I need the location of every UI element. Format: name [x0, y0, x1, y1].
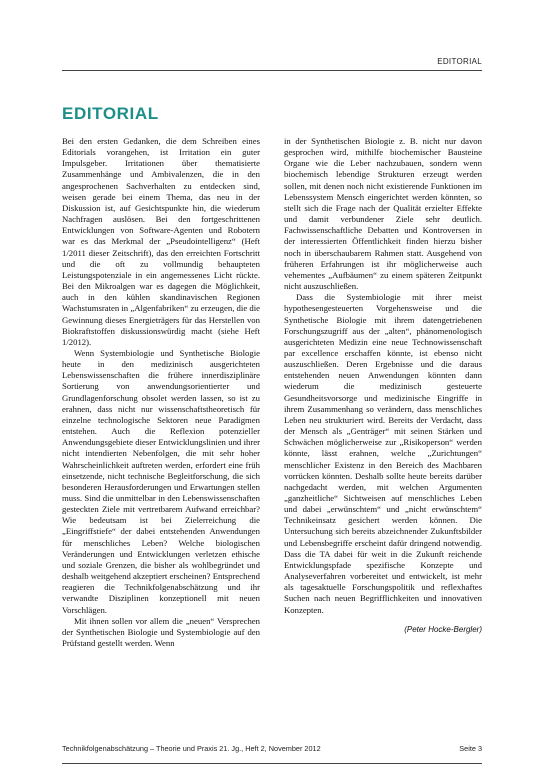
running-header: EDITORIAL	[437, 57, 482, 66]
paragraph: Wenn Systembiologie und Synthetische Biologie heute in den medizinisch ausgerichteten Lebenswissenschaften die frühere innerdisziplinäre Sortierung von anwendungsorientierter und Grundlagenforschung obsolet werden lassen, so ist zu erahnen, dass nicht nur wissenschaftstheoretisch für einzelne technologische Sektoren neue Paradigmen entstehen. Auch die Reflexion potenzieller Anwendungsgebiete dieser Entwicklungslinien und ihrer nicht intendierten Nebenfolgen, die mit sehr hoher Wahrscheinlichkeit auftreten werden, erfordert eine früh einsetzende, nicht technische Begleitforschung, die sich besonderen Herausforderungen und Erwartungen stellen muss. Sind die unmittelbar in den Lebenswissenschaften gesteckten Ziele mit vertretbarem Aufwand erreichbar? Wie bedeutsam ist bei Zielerreichung die „Eingriffstiefe“ der dabei entstehenden Anwendungen für menschliches Leben? Welche biologischen Veränderungen und Entwicklungen verletzen ethische und soziale Grenzen, die bisher als wohlbegründet und deshalb weitgehend akzeptiert erscheinen? Entsprechend reagieren die Technikfolgenabschätzung und ihr verwandte Disziplinen konzeptionell mit neuen Vorschlägen.	[62, 347, 260, 615]
footer-citation: Technikfolgenabschätzung – Theorie und Praxis 21. Jg., Heft 2, November 2012	[62, 744, 321, 753]
right-column	[284, 136, 482, 635]
article-title: EDITORIAL	[62, 104, 159, 123]
left-column	[62, 136, 260, 649]
paragraph: Bei den ersten Gedanken, die dem Schreiben eines Editorials vorangehen, ist Irritation ein guter Impulsgeber. Irritationen über thematisierte Zusammenhänge und Ambivalenzen, die in den angesprochenen Sachverhalten zu entdecken sind, weisen gerade bei einem Thema, das neu in der Diskussion ist, auf Gesichtspunkte hin, die wiederum Nachfragen auslösen. Bei den fortgeschrittenen Entwicklungen von Software-Agenten und Robotern war es das Merkmal der „Pseudointelligenz“ (Heft 1/2011 dieser Zeitschrift), das den erreichten Fortschritt und die oft zu vollmundig behaupteten Leistungspotenziale in ein angemessenes Licht rückte. Bei den Mikroalgen war es dagegen die Möglichkeit, auch in den kühlen skandinavischen Regionen Wachstumsraten in „Algenfabriken“ zu erzeugen, die die Gewinnung dieses Energieträgers für das Herstellen von Biokraftstoffen diskussionswürdig macht (siehe Heft 1/2012).	[62, 136, 260, 347]
author-signature: (Peter Hocke-Bergler)	[404, 624, 482, 634]
footer-rule	[62, 763, 482, 764]
page-number: Seite 3	[459, 744, 482, 753]
paragraph: Dass die Systembiologie mit ihrer meist hypothesengesteuerten Vorgehensweise und die Synthetische Biologie mit ihrem datengetriebenen Forschungszugriff aus der „alten“, phänomenologisch ausgerichteten Medizin eine neue Technowissenschaft par excellence erschaffen könnte, ist ebenso nicht auszuschließen. Deren Ergebnisse und die daraus entstehenden neuen Anwendungen könnten dann wiederum die medizinisch gesteuerte Gesundheitsvorsorge und medizinische Eingriffe in ihrem Zusammenhang so verändern, dass menschliches Leben neu strukturiert wird. Bereits der Verdacht, dass der Mensch als „Genträger“ mit seinen Stärken und Schwächen möglicherweise zur „Risikoperson“ werden könnte, lässt erahnen, welche „Zurichtungen“ menschlicher Existenz in den Bereich des Machbaren vorrücken könnten. Deshalb sollte heute bereits darüber nachgedacht werden, mit welchen Argumenten „ganzheitliche“ Sichtweisen auf menschliches Leben und dabei „erwünschtem“ und „nicht erwünschtem“ Technikeinsatz gesichert werden können. Die Untersuchung sich bereits abzeichnender Zukunftsbilder und Lebensbegriffe erscheint dafür dringend notwendig. Dass die TA dabei für weit in die Zukunft reichende Entwicklungspfade spezifische Konzepte und Analyseverfahren vorbereitet und entwickelt, ist mehr als tagesaktuelle Forschungspolitik und reflexhaftes Suchen nach neuen Begrifflichkeiten und innovativen Konzepten.	[284, 292, 482, 615]
paragraph: Mit ihnen sollen vor allem die „neuen“ Versprechen der Synthetischen Biologie und Systembiologie auf den Prüfstand gestellt werden. Wenn	[62, 615, 260, 649]
header-rule	[62, 70, 482, 71]
paragraph: in der Synthetischen Biologie z. B. nicht nur davon gesprochen wird, mithilfe biochemischer Bausteine Organe wie die Leber nachzubauen, sondern wenn biochemisch lebendige Strukturen erzeugt werden sollen, mit denen noch nicht existierende Funktionen im Lebenssystem Mensch eingerichtet werden könnten, so stellt sich die Frage nach der Qualität erzielter Effekte und damit verbundener Ziele sehr deutlich. Fachwissenschaftliche Debatten und Kontroversen in der interessierten Öffentlichkeit finden hierzu bisher noch in überschaubarem Rahmen statt. Ausgehend von früheren Erfahrungen ist ihr möglicherweise auch vehementes „Aufbäumen“ zu einem späteren Zeitpunkt nicht auszuschließen.	[284, 136, 482, 292]
